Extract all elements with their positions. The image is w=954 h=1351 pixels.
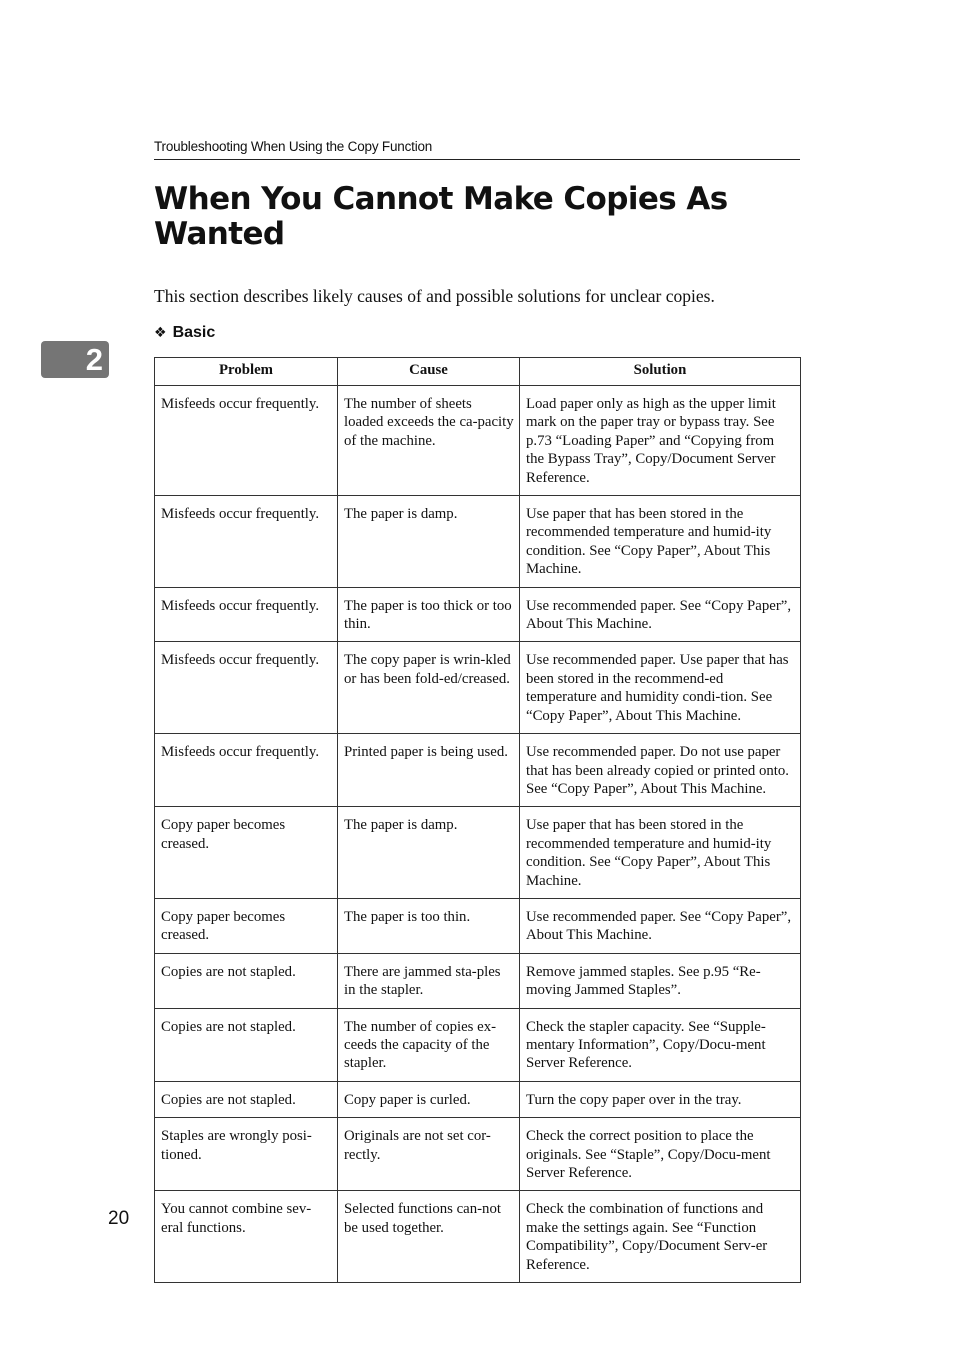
problem-cell: Misfeeds occur frequently. (155, 496, 338, 588)
cause-cell: Printed paper is being used. (338, 734, 520, 807)
cause-cell: Originals are not set cor-rectly. (338, 1118, 520, 1191)
page-number: 20 (108, 1208, 130, 1229)
cause-cell: The paper is too thin. (338, 898, 520, 953)
column-header-solution: Solution (520, 358, 801, 386)
solution-cell: Use recommended paper. See “Copy Paper”, About This Machine. (520, 898, 801, 953)
problem-cell: Misfeeds occur frequently. (155, 642, 338, 734)
table-row (155, 496, 801, 588)
solution-cell: Check the combination of functions and make the settings again. See “Function Compatibility”, Copy/Document Serv-er Reference. (520, 1191, 801, 1283)
cause-cell: Copy paper is curled. (338, 1081, 520, 1117)
problem-cell: Misfeeds occur frequently. (155, 386, 338, 496)
solution-cell: Use paper that has been stored in the recommended temperature and humid-ity condition. See “Copy Paper”, About This Machine. (520, 496, 801, 588)
solution-cell: Use recommended paper. Use paper that has been stored in the recommend-ed temperature and humidity condi-tion. See “Copy Paper”, About This Machine. (520, 642, 801, 734)
table-row (155, 807, 801, 899)
table-row (155, 642, 801, 734)
problem-cell: Copies are not stapled. (155, 1081, 338, 1117)
solution-cell: Remove jammed staples. See p.95 “Re-moving Jammed Staples”. (520, 953, 801, 1008)
cause-cell: The copy paper is wrin-kled or has been fold-ed/creased. (338, 642, 520, 734)
solution-cell: Turn the copy paper over in the tray. (520, 1081, 801, 1117)
table-row (155, 1118, 801, 1191)
table-header-row (155, 358, 801, 386)
problem-cell: Copies are not stapled. (155, 953, 338, 1008)
running-header: Troubleshooting When Using the Copy Function (154, 138, 800, 160)
problem-cell: Staples are wrongly posi-tioned. (155, 1118, 338, 1191)
diamond-bullet-icon: ❖ (154, 325, 167, 341)
table-row (155, 587, 801, 642)
table-row (155, 1081, 801, 1117)
solution-cell: Use recommended paper. Do not use paper that has been already copied or printed onto. See “Copy Paper”, About This Machine. (520, 734, 801, 807)
cause-cell: The paper is damp. (338, 496, 520, 588)
solution-cell: Load paper only as high as the upper limit mark on the paper tray or bypass tray. See p.73 “Loading Paper” and “Copying from the Bypass Tray”, Copy/Document Server Reference. (520, 386, 801, 496)
page-title: When You Cannot Make Copies As Wanted (154, 181, 728, 252)
cause-cell: The number of copies ex-ceeds the capacity of the stapler. (338, 1008, 520, 1081)
chapter-tab: 2 (41, 341, 109, 378)
cause-cell: The paper is damp. (338, 807, 520, 899)
table-row (155, 1008, 801, 1081)
table-row (155, 386, 801, 496)
solution-cell: Use recommended paper. See “Copy Paper”, About This Machine. (520, 587, 801, 642)
problem-cell: Misfeeds occur frequently. (155, 587, 338, 642)
table-row (155, 953, 801, 1008)
cause-cell: The number of sheets loaded exceeds the ca-pacity of the machine. (338, 386, 520, 496)
solution-cell: Check the stapler capacity. See “Supple-mentary Information”, Copy/Docu-ment Server Reference. (520, 1008, 801, 1081)
problem-cell: Copies are not stapled. (155, 1008, 338, 1081)
solution-cell: Use paper that has been stored in the recommended temperature and humid-ity condition. See “Copy Paper”, About This Machine. (520, 807, 801, 899)
cause-cell: There are jammed sta-ples in the stapler. (338, 953, 520, 1008)
intro-paragraph: This section describes likely causes of and possible solutions for unclear copies. (154, 286, 715, 306)
cause-cell: Selected functions can-not be used together. (338, 1191, 520, 1283)
problem-cell: Copy paper becomes creased. (155, 898, 338, 953)
cause-cell: The paper is too thick or too thin. (338, 587, 520, 642)
troubleshooting-table (154, 357, 801, 1283)
solution-cell: Check the correct position to place the originals. See “Staple”, Copy/Docu-ment Server Reference. (520, 1118, 801, 1191)
problem-cell: Copy paper becomes creased. (155, 807, 338, 899)
problem-cell: You cannot combine sev-eral functions. (155, 1191, 338, 1283)
problem-cell: Misfeeds occur frequently. (155, 734, 338, 807)
section-heading-label: Basic (172, 324, 216, 341)
section-heading (154, 323, 215, 343)
column-header-cause: Cause (338, 358, 520, 386)
table-row (155, 898, 801, 953)
column-header-problem: Problem (155, 358, 338, 386)
table-row (155, 1191, 801, 1283)
table-row (155, 734, 801, 807)
